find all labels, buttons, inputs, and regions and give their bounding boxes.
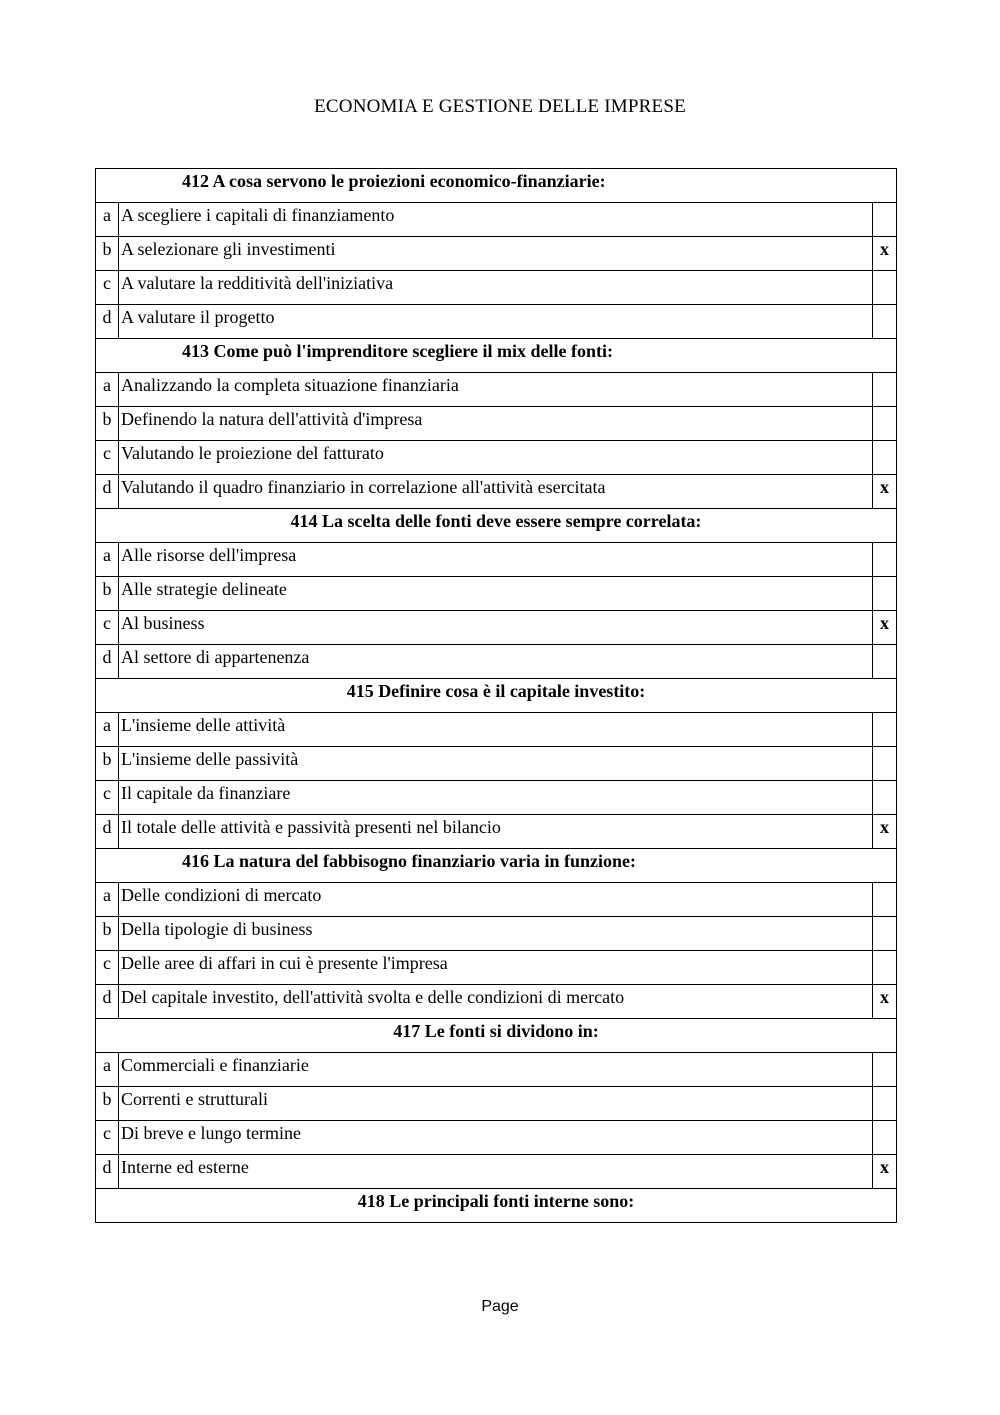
option-letter: a	[96, 203, 119, 237]
question-heading: 412 A cosa servono le proiezioni economico-finanziarie:	[96, 169, 897, 203]
answer-mark-cell	[872, 203, 896, 237]
option-letter: b	[96, 577, 119, 611]
answer-mark-cell: x	[872, 611, 896, 645]
option-text: Al settore di appartenenza	[119, 645, 873, 679]
answer-mark-cell: x	[872, 475, 896, 509]
option-row	[96, 543, 897, 577]
option-text: Di breve e lungo termine	[119, 1121, 873, 1155]
option-letter: a	[96, 1053, 119, 1087]
option-row	[96, 713, 897, 747]
option-text: Correnti e strutturali	[119, 1087, 873, 1121]
option-letter: d	[96, 1155, 119, 1189]
option-text: Analizzando la completa situazione finanziaria	[119, 373, 873, 407]
option-letter: a	[96, 373, 119, 407]
option-letter: b	[96, 237, 119, 271]
option-text: Commerciali e finanziarie	[119, 1053, 873, 1087]
option-row	[96, 441, 897, 475]
quiz-table	[95, 168, 897, 1223]
answer-mark-cell	[872, 1053, 896, 1087]
page-footer: Page	[481, 1298, 519, 1315]
question-heading: 417 Le fonti si dividono in:	[96, 1019, 897, 1053]
answer-mark-cell	[872, 713, 896, 747]
question-row	[96, 169, 897, 203]
answer-mark-cell	[872, 917, 896, 951]
option-letter: d	[96, 815, 119, 849]
option-row	[96, 747, 897, 781]
option-row	[96, 1053, 897, 1087]
option-letter: a	[96, 713, 119, 747]
option-text: Del capitale investito, dell'attività svolta e delle condizioni di mercato	[119, 985, 873, 1019]
option-text: Alle risorse dell'impresa	[119, 543, 873, 577]
option-row	[96, 203, 897, 237]
option-text: Della tipologie di business	[119, 917, 873, 951]
option-letter: a	[96, 543, 119, 577]
answer-mark-cell	[872, 305, 896, 339]
answer-mark-cell	[872, 441, 896, 475]
option-text: Il capitale da finanziare	[119, 781, 873, 815]
answer-mark-cell: x	[872, 237, 896, 271]
question-row	[96, 509, 897, 543]
answer-mark-cell	[872, 1087, 896, 1121]
answer-mark-cell: x	[872, 985, 896, 1019]
option-row	[96, 305, 897, 339]
option-letter: c	[96, 441, 119, 475]
option-row	[96, 475, 897, 509]
option-row	[96, 645, 897, 679]
question-heading: 413 Come può l'imprenditore scegliere il mix delle fonti:	[96, 339, 897, 373]
question-heading: 418 Le principali fonti interne sono:	[96, 1189, 897, 1223]
option-letter: d	[96, 985, 119, 1019]
option-letter: d	[96, 475, 119, 509]
answer-mark-cell	[872, 577, 896, 611]
question-row	[96, 1019, 897, 1053]
answer-mark-cell	[872, 271, 896, 305]
question-heading: 415 Definire cosa è il capitale investito:	[96, 679, 897, 713]
option-text: Interne ed esterne	[119, 1155, 873, 1189]
answer-mark-cell: x	[872, 815, 896, 849]
option-text: A scegliere i capitali di finanziamento	[119, 203, 873, 237]
option-text: A valutare il progetto	[119, 305, 873, 339]
answer-mark-cell	[872, 543, 896, 577]
option-row	[96, 1155, 897, 1189]
answer-mark-cell	[872, 645, 896, 679]
option-text: L'insieme delle attività	[119, 713, 873, 747]
option-row	[96, 883, 897, 917]
option-letter: b	[96, 747, 119, 781]
option-row	[96, 781, 897, 815]
answer-mark-cell	[872, 373, 896, 407]
option-row	[96, 1121, 897, 1155]
option-text: L'insieme delle passività	[119, 747, 873, 781]
question-heading: 416 La natura del fabbisogno finanziario varia in funzione:	[96, 849, 897, 883]
option-letter: d	[96, 645, 119, 679]
option-row	[96, 611, 897, 645]
option-text: Il totale delle attività e passività presenti nel bilancio	[119, 815, 873, 849]
option-row	[96, 577, 897, 611]
document-title: ECONOMIA E GESTIONE DELLE IMPRESE	[314, 96, 686, 117]
answer-mark-cell	[872, 407, 896, 441]
quiz-table-body	[96, 169, 897, 1223]
answer-mark-cell	[872, 781, 896, 815]
option-row	[96, 951, 897, 985]
option-row	[96, 1087, 897, 1121]
option-text: Delle aree di affari in cui è presente l'impresa	[119, 951, 873, 985]
option-letter: c	[96, 611, 119, 645]
option-row	[96, 373, 897, 407]
option-letter: c	[96, 951, 119, 985]
option-letter: b	[96, 917, 119, 951]
answer-mark-cell	[872, 951, 896, 985]
answer-mark-cell	[872, 1121, 896, 1155]
option-row	[96, 985, 897, 1019]
question-row	[96, 1189, 897, 1223]
question-heading: 414 La scelta delle fonti deve essere sempre correlata:	[96, 509, 897, 543]
option-text: Delle condizioni di mercato	[119, 883, 873, 917]
option-text: Valutando le proiezione del fatturato	[119, 441, 873, 475]
option-letter: c	[96, 271, 119, 305]
question-row	[96, 339, 897, 373]
option-text: Definendo la natura dell'attività d'impresa	[119, 407, 873, 441]
answer-mark-cell: x	[872, 1155, 896, 1189]
option-letter: c	[96, 1121, 119, 1155]
option-text: A valutare la redditività dell'iniziativa	[119, 271, 873, 305]
option-row	[96, 815, 897, 849]
option-row	[96, 407, 897, 441]
option-letter: b	[96, 407, 119, 441]
option-text: Alle strategie delineate	[119, 577, 873, 611]
question-row	[96, 679, 897, 713]
option-letter: c	[96, 781, 119, 815]
option-text: Valutando il quadro finanziario in correlazione all'attività esercitata	[119, 475, 873, 509]
option-letter: a	[96, 883, 119, 917]
option-text: A selezionare gli investimenti	[119, 237, 873, 271]
option-row	[96, 917, 897, 951]
option-letter: b	[96, 1087, 119, 1121]
option-text: Al business	[119, 611, 873, 645]
option-row	[96, 271, 897, 305]
answer-mark-cell	[872, 883, 896, 917]
answer-mark-cell	[872, 747, 896, 781]
question-row	[96, 849, 897, 883]
option-row	[96, 237, 897, 271]
option-letter: d	[96, 305, 119, 339]
